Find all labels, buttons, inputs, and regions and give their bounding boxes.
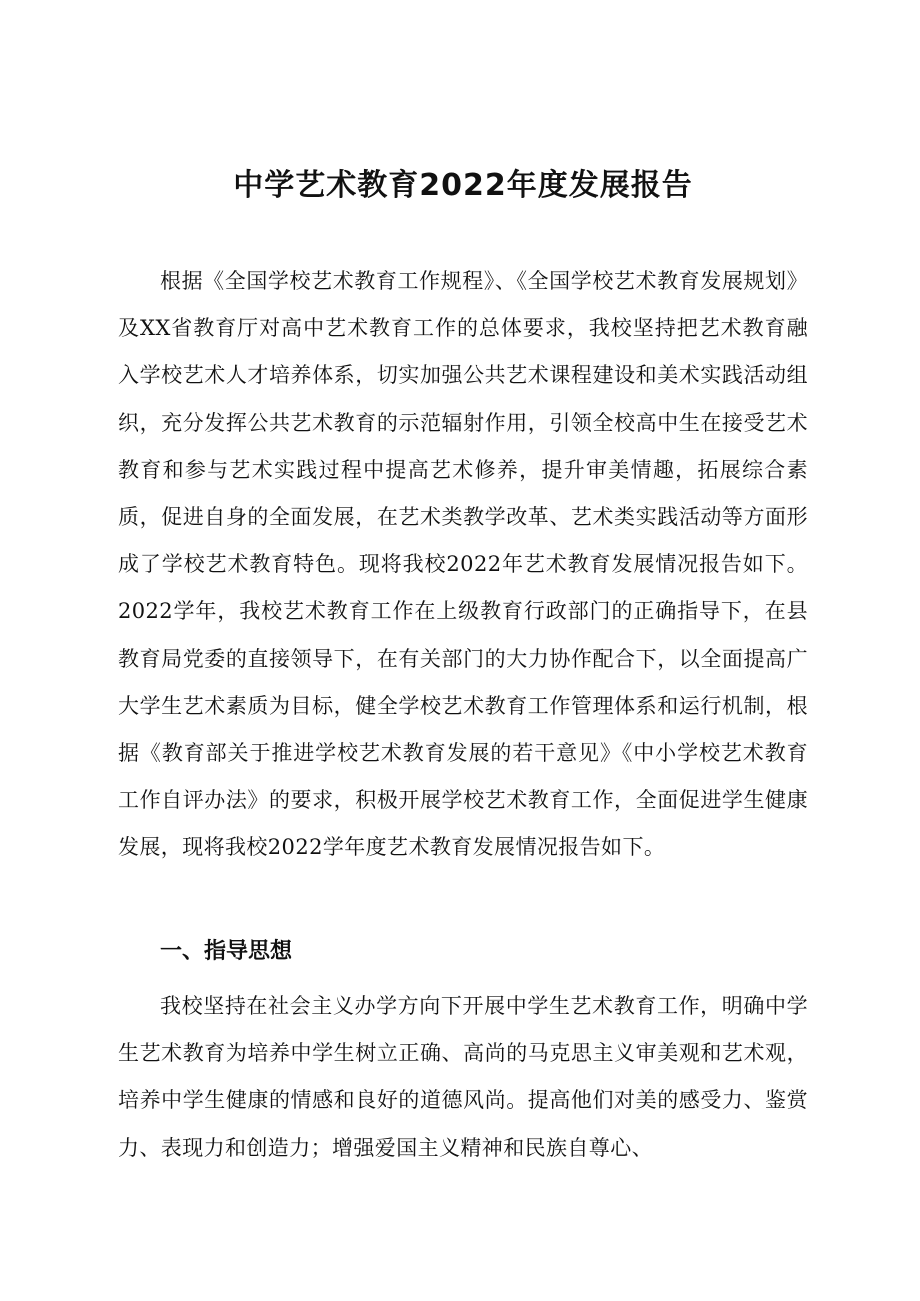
- document-title: 中学艺术教育2022年度发展报告: [233, 168, 693, 203]
- intro-paragraph: 根据《全国学校艺术教育工作规程》、《全国学校艺术教育发展规划》及XX省教育厅对高中艺术教育工作的总体要求，我校坚持把艺术教育融入学校艺术人才培养体系，切实加强公共艺术课程建设和美术实践活动组织，充分发挥公共艺术教育的示范辐射作用，引领全校高中生在接受艺术教育和参与艺术实践过程中提高艺术修养，提升审美情趣，拓展综合素质，促进自身的全面发展，在艺术类教学改革、艺术类实践活动等方面形成了学校艺术教育特色。现将我校2022年艺术教育发展情况报告如下。2022学年，我校艺术教育工作在上级教育行政部门的正确指导下，在县教育局党委的直接领导下，在有关部门的大力协作配合下，以全面提高广大学生艺术素质为目标，健全学校艺术教育工作管理体系和运行机制，根据《教育部关于推进学校艺术教育发展的若干意见》《中小学校艺术教育工作自评办法》的要求，积极开展学校艺术教育工作，全面促进学生健康发展，现将我校2022学年度艺术教育发展情况报告如下。: [118, 269, 808, 860]
- section-heading-guiding-ideology: 一、指导思想: [160, 939, 293, 964]
- guiding-ideology-paragraph: 我校坚持在社会主义办学方向下开展中学生艺术教育工作，明确中学生艺术教育为培养中学生树立正确、高尚的马克思主义审美观和艺术观，培养中学生健康的情感和良好的道德风尚。提高他们对美的感受力、鉴赏力、表现力和创造力；增强爱国主义精神和民族自尊心、: [118, 994, 808, 1160]
